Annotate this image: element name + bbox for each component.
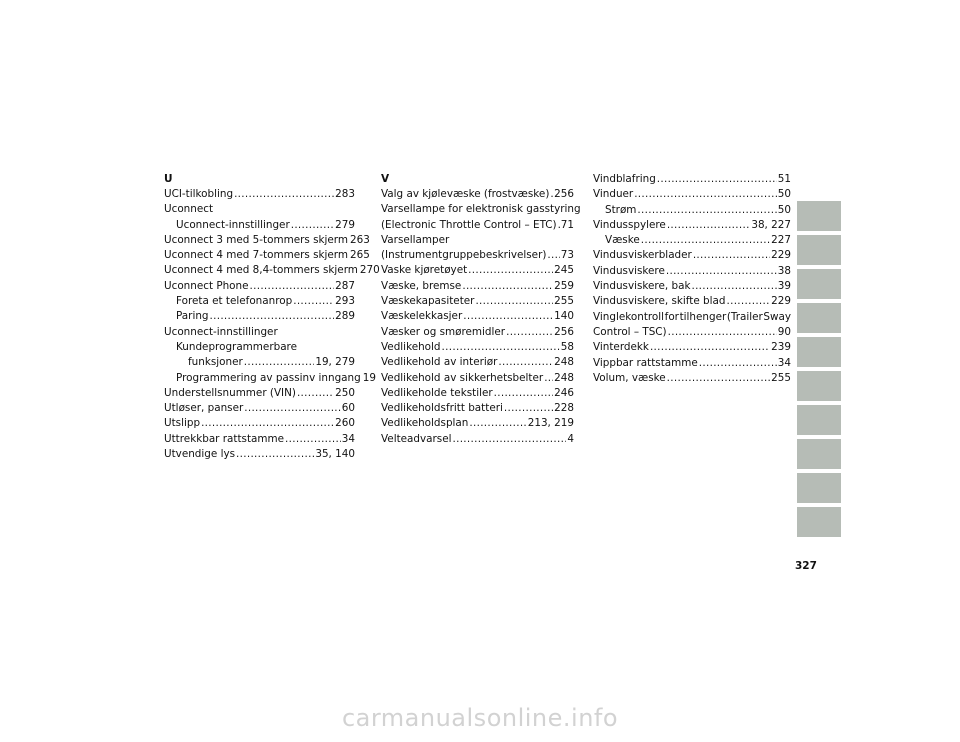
- index-entry: [593, 187, 791, 202]
- index-entry: [381, 340, 574, 355]
- index-entry-term: (Electronic Throttle Control – ETC): [381, 218, 557, 231]
- dot-leader: [475, 294, 553, 309]
- index-entry: [164, 371, 376, 386]
- dot-leader: [667, 371, 770, 386]
- index-entry: [381, 187, 574, 202]
- index-entry-page: 35, 140: [315, 448, 355, 461]
- index-entry-page: 60: [341, 402, 355, 415]
- section-tab: [797, 405, 841, 435]
- index-letter-heading: V: [381, 173, 390, 185]
- index-entry: [593, 172, 791, 187]
- index-entry: [381, 416, 574, 431]
- section-tab: [797, 371, 841, 401]
- index-entry-term: Velteadvarsel: [381, 432, 452, 445]
- index-entry-term: Vindusviskere: [593, 264, 665, 277]
- dot-leader: [293, 294, 334, 309]
- dot-leader: [236, 447, 314, 462]
- section-tab: [797, 507, 841, 537]
- index-entry-page: 73: [560, 249, 574, 262]
- index-entry-page: 19, 279: [315, 356, 355, 369]
- index-entry-term: Uttrekkbar rattstamme: [164, 432, 285, 445]
- index-entry: [593, 279, 791, 294]
- index-entry-page: 250: [335, 386, 355, 399]
- index-entry: [381, 432, 574, 447]
- index-entry-page: 140: [554, 310, 574, 323]
- index-entry-page: 283: [335, 188, 355, 200]
- index-entry-page: 270: [359, 264, 380, 277]
- index-entry-term: funksjoner: [188, 356, 243, 369]
- index-entry: [381, 248, 574, 263]
- dot-leader: [657, 172, 777, 187]
- index-entry-word: Sway: [763, 310, 791, 323]
- index-entry-term: Uconnect 4 med 7-tommers skjerm: [164, 249, 348, 262]
- index-entry-term: Strøm: [605, 203, 637, 216]
- index-entry-term: Vippbar rattstamme: [593, 356, 698, 369]
- index-column-2: [381, 172, 581, 447]
- index-entry-page: 213, 219: [527, 417, 574, 430]
- index-entry-term: Væske: [605, 234, 640, 247]
- index-entry: [593, 218, 791, 233]
- index-entry: [164, 401, 355, 416]
- index-entry-page: 248: [554, 356, 574, 369]
- index-entry: [593, 203, 791, 218]
- dot-leader: [244, 401, 341, 416]
- dot-leader: [547, 248, 559, 263]
- dot-leader: [691, 279, 776, 294]
- section-tab: [797, 201, 841, 231]
- index-entry-page: 50: [777, 188, 791, 201]
- index-entry-term: Paring: [176, 310, 209, 323]
- index-entry-page: 246: [554, 386, 574, 399]
- index-entry-term: Valg av kjølevæske (frostvæske): [381, 188, 550, 200]
- index-entry-term: Utslipp: [164, 417, 201, 430]
- index-entry-page: 90: [777, 325, 791, 338]
- index-entry: [164, 386, 355, 401]
- dot-leader: [469, 416, 526, 431]
- index-entry: [164, 355, 355, 370]
- index-entry-page: 248: [554, 371, 574, 384]
- dot-leader: [462, 279, 553, 294]
- index-entry: [164, 218, 355, 233]
- index-entry-word: Vinglekontroll: [593, 310, 665, 323]
- index-entry: [164, 187, 355, 202]
- index-entry: [381, 309, 574, 324]
- index-entry: [381, 294, 574, 309]
- index-entry-term: Væskekapasiteter: [381, 295, 475, 308]
- index-entry-page: 227: [771, 234, 791, 247]
- section-tab: [797, 303, 841, 333]
- index-entry: [164, 416, 355, 431]
- watermark-text: carmanualsonline.info: [341, 704, 619, 732]
- index-entry-page: 71: [560, 218, 574, 231]
- index-entry-heading: Varsellamper: [381, 233, 450, 246]
- dot-leader: [504, 401, 553, 416]
- index-entry: [593, 325, 791, 340]
- index-entry: [593, 294, 791, 309]
- dot-leader: [637, 203, 776, 218]
- index-entry: [593, 248, 791, 263]
- dot-leader: [234, 187, 334, 202]
- index-entry-term: Væsker og smøremidler: [381, 325, 506, 338]
- index-entry-term: UCI-tilkobling: [164, 188, 234, 200]
- index-entry-term: Uconnect 3 med 5-tommers skjerm: [164, 233, 348, 246]
- index-entry-term: Væskelekkasjer: [381, 310, 463, 323]
- dot-leader: [667, 218, 751, 233]
- index-entry: [164, 432, 355, 447]
- index-entry-word: tilhenger: [679, 310, 727, 323]
- dot-leader: [544, 371, 553, 386]
- section-tab: [797, 473, 841, 503]
- section-tabs: [797, 201, 841, 541]
- index-entry-term: Vedlikeholdsfritt batteri: [381, 402, 503, 415]
- index-entry: [381, 279, 574, 294]
- index-entry-term: (Instrumentgruppebeskrivelser): [381, 249, 547, 262]
- index-entry: [164, 263, 380, 278]
- index-entry: [164, 248, 370, 263]
- dot-leader: [291, 218, 334, 233]
- index-entry-term: Vedlikehold av sikkerhetsbelter: [381, 371, 544, 384]
- index-entry-heading: Uconnect-innstillinger: [164, 325, 278, 338]
- index-entry-heading: Kundeprogrammerbare: [176, 340, 297, 353]
- index-entry-term: Vindusviskere, bak: [593, 280, 691, 293]
- index-entry-page: 38, 227: [751, 218, 791, 231]
- index-entry-page: 289: [335, 310, 355, 323]
- section-tab: [797, 337, 841, 367]
- index-letter-heading: U: [164, 173, 173, 185]
- index-entry-page: 51: [777, 173, 791, 185]
- index-entry-term: Vindusspylere: [593, 218, 666, 231]
- index-entry: [593, 371, 791, 386]
- index-entry: [381, 355, 574, 370]
- dot-leader: [250, 279, 335, 294]
- index-entry: [164, 309, 355, 324]
- index-entry-heading: Varsellampe for elektronisk gasstyring: [381, 203, 581, 216]
- index-entry-page: 256: [554, 325, 574, 338]
- index-entry-term: Vedlikehold: [381, 340, 441, 353]
- index-entry-term: Vaske kjøretøyet: [381, 264, 468, 277]
- dot-leader: [650, 340, 770, 355]
- index-entry: [164, 279, 355, 294]
- index-entry: [593, 356, 791, 371]
- dot-leader: [468, 263, 553, 278]
- index-entry-page: 228: [554, 402, 574, 415]
- section-tab: [797, 269, 841, 299]
- index-entry-page: 279: [335, 218, 355, 231]
- index-entry-term: Uconnect Phone: [164, 279, 249, 292]
- index-entry-term: Vindusviskere, skifte blad: [593, 295, 726, 308]
- index-column-1: [164, 172, 380, 462]
- index-entry: [381, 401, 574, 416]
- dot-leader: [201, 416, 334, 431]
- index-entry-page: 239: [771, 341, 791, 354]
- index-entry: [164, 294, 355, 309]
- index-entry-page: 19: [362, 371, 376, 384]
- index-entry-term: Vedlikeholdsplan: [381, 417, 469, 430]
- index-entry-page: 287: [335, 279, 355, 292]
- index-entry-term: Utvendige lys: [164, 448, 236, 461]
- index-entry-term: Understellsnummer (VIN): [164, 386, 296, 399]
- dot-leader: [666, 264, 777, 279]
- index-entry: [593, 264, 791, 279]
- dot-leader: [727, 294, 771, 309]
- index-entry: [381, 371, 574, 386]
- dot-leader: [442, 340, 560, 355]
- dot-leader: [699, 356, 777, 371]
- index-entry-page: 34: [341, 432, 355, 445]
- index-entry-page: 255: [771, 371, 791, 384]
- section-tab: [797, 439, 841, 469]
- index-entry-term: Vindblafring: [593, 173, 656, 185]
- dot-leader: [558, 218, 560, 233]
- index-entry-page: 263: [350, 233, 370, 246]
- dot-leader: [453, 432, 567, 447]
- index-entry-term: Vinterdekk: [593, 341, 649, 354]
- index-entry: [164, 233, 370, 248]
- index-entry-term: Vindusviskerblader: [593, 249, 692, 262]
- page-number: 327: [795, 560, 817, 572]
- index-column-3: [593, 172, 791, 386]
- index-entry-term: Control – TSC): [593, 325, 667, 338]
- index-entry-page: 58: [560, 340, 574, 353]
- index-entry-heading: [593, 310, 791, 325]
- index-entry-word: for: [664, 310, 679, 323]
- index-entry-term: Væske, bremse: [381, 279, 462, 292]
- index-entry-page: 38: [777, 264, 791, 277]
- index-entry: [593, 233, 791, 248]
- section-tab: [797, 235, 841, 265]
- index-entry: [164, 447, 355, 462]
- dot-leader: [634, 187, 777, 202]
- index-entry-term: Uconnect-innstillinger: [176, 218, 290, 231]
- dot-leader: [641, 233, 770, 248]
- index-entry-page: 4: [567, 432, 574, 445]
- index-entry-term: Utløser, panser: [164, 402, 244, 415]
- dot-leader: [498, 355, 553, 370]
- index-entry-heading: Uconnect: [164, 203, 214, 216]
- index-entry: [381, 218, 574, 233]
- index-entry-page: 256: [554, 188, 574, 200]
- dot-leader: [463, 309, 553, 324]
- dot-leader: [244, 355, 315, 370]
- index-entry-page: 50: [777, 203, 791, 216]
- index-entry-page: 293: [335, 295, 355, 308]
- dot-leader: [494, 386, 554, 401]
- index-entry-page: 265: [350, 249, 370, 262]
- index-entry-page: 229: [771, 295, 791, 308]
- dot-leader: [285, 432, 341, 447]
- index-entry-page: 260: [335, 417, 355, 430]
- index-entry-term: Uconnect 4 med 8,4-tommers skjerm: [164, 264, 358, 277]
- dot-leader: [668, 325, 777, 340]
- index-entry: [381, 325, 574, 340]
- dot-leader: [550, 187, 553, 202]
- index-entry-word: (Trailer: [726, 310, 763, 323]
- index-entry: [593, 340, 791, 355]
- index-entry-page: 245: [554, 264, 574, 277]
- index-entry-term: Vedlikehold av interiør: [381, 356, 498, 369]
- dot-leader: [297, 386, 334, 401]
- index-entry-page: 229: [771, 249, 791, 262]
- dot-leader: [506, 325, 553, 340]
- index-entry: [381, 263, 574, 278]
- index-entry-term: Foreta et telefonanrop: [176, 295, 293, 308]
- index-entry-term: Programmering av passinv inngang: [176, 371, 361, 384]
- index-entry-page: 255: [554, 295, 574, 308]
- index-entry: [381, 386, 574, 401]
- index-entry-page: 259: [554, 279, 574, 292]
- index-entry-page: 39: [777, 280, 791, 293]
- dot-leader: [693, 248, 770, 263]
- index-entry-page: 34: [777, 356, 791, 369]
- index-entry-term: Vinduer: [593, 188, 634, 201]
- index-entry-term: Volum, væske: [593, 371, 666, 384]
- dot-leader: [210, 309, 335, 324]
- index-entry-term: Vedlikeholde tekstiler: [381, 386, 493, 399]
